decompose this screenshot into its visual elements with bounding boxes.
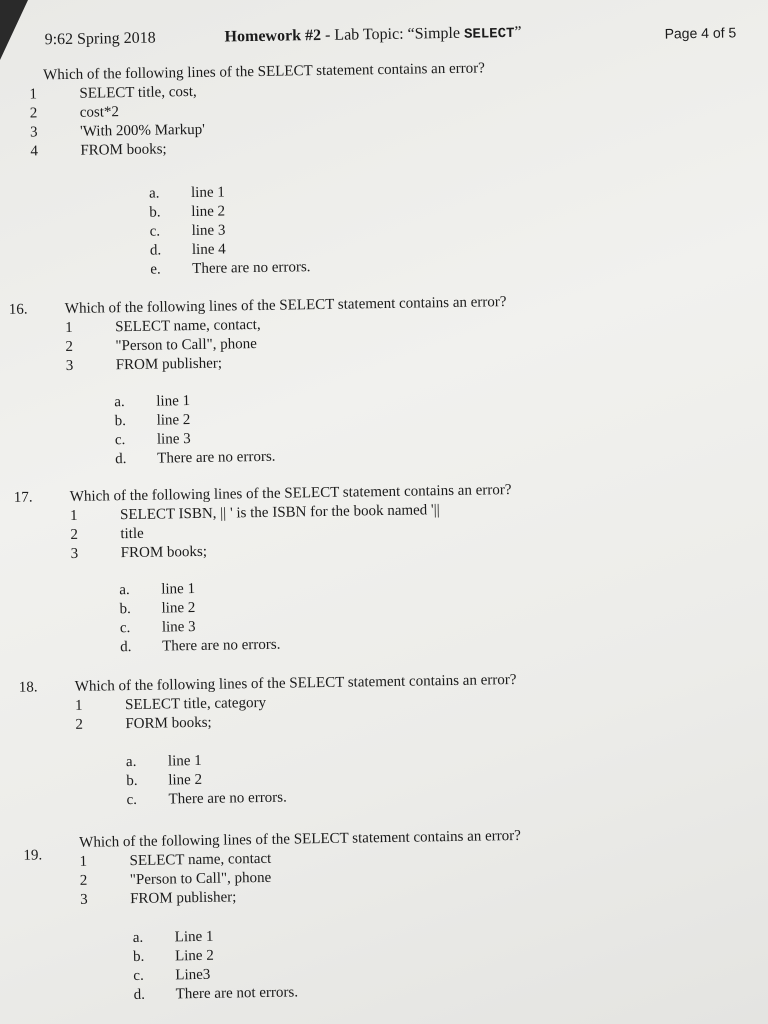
option-text: line 3 — [191, 222, 226, 240]
sql-code-block — [69, 502, 440, 565]
option-text: There are no errors. — [168, 789, 287, 808]
page-number: Page 4 of 5 — [664, 24, 737, 42]
option-text: line 3 — [156, 431, 191, 448]
option-text: line 2 — [161, 600, 196, 617]
option-text: line 3 — [161, 619, 196, 636]
option-letter: c. — [133, 967, 144, 985]
option-text: There are no errors. — [157, 448, 276, 467]
code-line-number: 2 — [29, 105, 38, 122]
code-line-number: 3 — [80, 891, 88, 908]
answer-options — [119, 581, 281, 658]
question-text: Which of the following lines of the SELECT statement contains an error? — [69, 482, 512, 505]
option-letter: a. — [119, 582, 130, 599]
sql-code-block — [29, 83, 205, 163]
lab-topic-text: - Lab Topic: “Simple — [320, 24, 465, 44]
code-line-text: "Person to Call", phone — [129, 869, 272, 889]
page-header — [44, 14, 744, 55]
question-17 — [13, 479, 734, 656]
code-line-number: 2 — [70, 526, 79, 543]
option-letter: c. — [114, 432, 126, 449]
question-19 — [23, 824, 743, 1004]
answer-options — [132, 928, 299, 1006]
code-line-number: 2 — [79, 872, 88, 889]
code-line-text: FROM books; — [120, 543, 208, 562]
option-letter: a. — [114, 394, 125, 411]
question-number: 16. — [8, 301, 28, 318]
code-line-number: 1 — [79, 853, 88, 870]
code-line-number: 3 — [29, 124, 38, 141]
option-text: line 1 — [161, 581, 196, 598]
homework-number: Homework #2 — [224, 26, 322, 46]
option-text: There are no errors. — [162, 636, 281, 655]
option-letter: c. — [119, 620, 131, 637]
option-letter: b. — [114, 413, 127, 430]
question-16 — [8, 291, 729, 468]
answer-options — [114, 393, 276, 470]
question-text: Which of the following lines of the SELECT statement contains an error? — [43, 60, 485, 84]
question-text: Which of the following lines of the SELECT statement contains an error? — [79, 827, 522, 851]
option-letter: e. — [150, 261, 161, 278]
code-line-text: "Person to Call", phone — [115, 336, 257, 355]
option-letter: a. — [125, 753, 137, 771]
question-number: 19. — [23, 847, 43, 864]
question-text: Which of the following lines of the SELECT statement contains an error? — [64, 294, 507, 318]
code-line-number: 2 — [75, 716, 84, 733]
option-text: There are no errors. — [192, 259, 311, 278]
option-letter: a. — [148, 185, 160, 202]
code-line-text: SELECT title, category — [124, 694, 267, 714]
code-line-text: FROM publisher; — [115, 355, 223, 374]
homework-title — [224, 24, 521, 47]
option-text: line 1 — [156, 393, 191, 410]
sql-code-block — [65, 316, 261, 377]
code-line-text: title — [120, 525, 144, 543]
option-letter: b. — [149, 204, 161, 221]
code-line-number: 1 — [65, 319, 73, 337]
code-line-number: 3 — [70, 545, 79, 562]
course-term: 9:62 Spring 2018 — [44, 29, 156, 49]
option-text: line 1 — [167, 752, 202, 770]
lab-topic-close-quote: ” — [514, 23, 522, 41]
option-text: There are not errors. — [175, 984, 299, 1003]
option-letter: b. — [132, 948, 145, 966]
code-line-number: 2 — [65, 338, 74, 356]
option-text: line 1 — [190, 184, 225, 202]
option-text: Line3 — [175, 966, 211, 984]
lab-topic-keyword: SELECT — [463, 25, 515, 43]
option-letter: b. — [119, 601, 131, 618]
sql-code-block — [74, 694, 267, 736]
code-line-text: FROM publisher; — [130, 889, 237, 908]
option-letter: b. — [126, 772, 138, 790]
question-number — [0, 68, 27, 69]
code-line-text: SELECT name, contact — [129, 850, 272, 870]
code-line-number: 1 — [29, 86, 38, 103]
code-line-text: 'With 200% Markup' — [79, 121, 205, 140]
code-line-number: 1 — [74, 697, 83, 714]
code-line-text: SELECT ISBN, || ' is the ISBN for the book named '|| — [119, 502, 440, 524]
option-letter: d. — [133, 986, 146, 1004]
code-line-number: 4 — [30, 143, 39, 160]
answer-options — [125, 752, 287, 811]
sql-code-block — [79, 850, 272, 911]
question-15 — [0, 57, 707, 278]
question-number: 17. — [13, 489, 33, 506]
code-line-text: FROM books; — [80, 141, 167, 159]
code-line-number: 1 — [69, 507, 78, 524]
option-letter: c. — [149, 223, 161, 240]
code-line-text: FORM books; — [125, 714, 212, 733]
option-letter: d. — [149, 242, 162, 259]
option-letter: a. — [132, 929, 144, 947]
answer-options — [148, 184, 311, 281]
code-line-number: 3 — [65, 357, 74, 375]
option-text: line 2 — [156, 412, 191, 429]
option-letter: c. — [126, 791, 138, 809]
option-letter: d. — [115, 451, 127, 468]
question-text: Which of the following lines of the SELECT statement contains an error? — [74, 671, 517, 695]
option-letter: d. — [120, 639, 132, 656]
code-line-text: cost*2 — [79, 104, 120, 121]
question-number: 18. — [18, 679, 38, 696]
option-text: Line 1 — [174, 928, 214, 946]
code-line-text: SELECT name, contact, — [115, 316, 261, 336]
option-text: Line 2 — [174, 947, 214, 965]
question-18 — [18, 668, 739, 809]
option-text: line 2 — [168, 771, 203, 789]
option-text: line 2 — [191, 203, 226, 221]
code-line-text: SELECT title, cost, — [79, 83, 197, 102]
option-text: line 4 — [191, 241, 226, 259]
